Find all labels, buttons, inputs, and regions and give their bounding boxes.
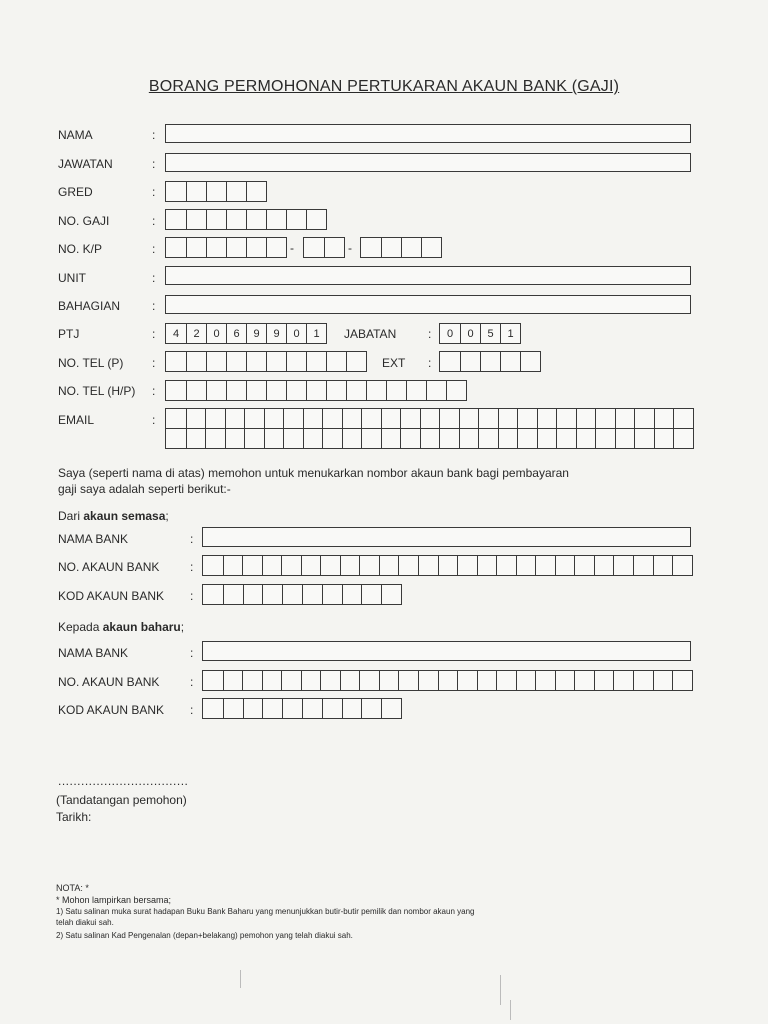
char-cell[interactable]: [595, 429, 615, 448]
char-cell[interactable]: [205, 429, 225, 448]
label-ptj: PTJ: [58, 327, 80, 341]
nama-input[interactable]: [165, 124, 691, 143]
char-cell[interactable]: [477, 556, 497, 575]
char-cell[interactable]: [186, 210, 206, 229]
char-cell[interactable]: [496, 671, 516, 690]
char-cell[interactable]: [223, 556, 243, 575]
no-kp-part2-input[interactable]: [303, 237, 345, 258]
char-cell[interactable]: [226, 210, 246, 229]
char-cell[interactable]: [478, 409, 498, 428]
colon: :: [152, 214, 156, 228]
char-cell[interactable]: [459, 409, 479, 428]
no-tel-hp-input[interactable]: [165, 380, 467, 401]
char-cell[interactable]: [516, 556, 536, 575]
char-cell[interactable]: 4: [172, 328, 180, 340]
char-cell[interactable]: 6: [226, 324, 246, 343]
char-cell[interactable]: [301, 556, 321, 575]
char-cell[interactable]: [322, 409, 342, 428]
char-cell[interactable]: [186, 238, 206, 257]
char-cell[interactable]: [244, 429, 264, 448]
char-cell[interactable]: [264, 409, 284, 428]
char-cell[interactable]: [574, 671, 594, 690]
char-cell[interactable]: 9: [266, 324, 286, 343]
char-cell[interactable]: [576, 409, 596, 428]
char-cell[interactable]: [226, 182, 246, 201]
kp-dash: -: [348, 241, 352, 255]
char-cell[interactable]: [203, 585, 223, 604]
declaration-line2: gaji saya adalah seperti berikut:-: [58, 482, 231, 496]
char-cell[interactable]: [381, 699, 401, 718]
char-cell[interactable]: [480, 352, 500, 371]
char-cell[interactable]: [361, 409, 381, 428]
notes-line0: * Mohon lampirkan bersama;: [56, 895, 172, 905]
char-cell[interactable]: [306, 352, 326, 371]
char-cell[interactable]: [556, 409, 576, 428]
char-cell[interactable]: [226, 381, 246, 400]
char-cell[interactable]: 2: [186, 324, 206, 343]
ext-input[interactable]: [439, 351, 541, 372]
char-cell[interactable]: [672, 671, 692, 690]
colon: :: [428, 327, 432, 341]
char-cell[interactable]: [446, 381, 466, 400]
date-label: Tarikh:: [56, 810, 92, 824]
char-cell[interactable]: [283, 409, 303, 428]
char-cell[interactable]: [359, 556, 379, 575]
char-cell[interactable]: [286, 352, 306, 371]
colon: :: [152, 128, 156, 142]
email-input-row1[interactable]: [165, 408, 694, 429]
colon: :: [152, 242, 156, 256]
unit-input[interactable]: [165, 266, 691, 285]
char-cell[interactable]: [459, 429, 479, 448]
char-cell[interactable]: [203, 671, 223, 690]
char-cell[interactable]: [320, 671, 340, 690]
label-current-kod-akaun: KOD AKAUN BANK: [58, 589, 165, 603]
current-nama-bank-input[interactable]: [202, 527, 691, 547]
jabatan-input[interactable]: [439, 323, 521, 344]
current-account-heading: Dari akaun semasa;: [58, 509, 169, 523]
char-cell[interactable]: [537, 429, 557, 448]
label-no-tel-p: NO. TEL (P): [58, 356, 124, 370]
char-cell[interactable]: 0: [460, 324, 480, 343]
char-cell[interactable]: [498, 409, 518, 428]
char-cell[interactable]: [206, 182, 226, 201]
email-input-row2[interactable]: [165, 428, 694, 449]
char-cell[interactable]: [359, 671, 379, 690]
char-cell[interactable]: [286, 210, 306, 229]
colon: :: [428, 356, 432, 370]
char-cell[interactable]: [398, 556, 418, 575]
char-cell[interactable]: [243, 699, 263, 718]
char-cell[interactable]: [574, 556, 594, 575]
char-cell[interactable]: [266, 210, 286, 229]
char-cell[interactable]: [244, 409, 264, 428]
char-cell[interactable]: 0: [446, 328, 454, 340]
char-cell[interactable]: 0: [206, 324, 226, 343]
char-cell[interactable]: [186, 429, 206, 448]
char-cell[interactable]: [594, 556, 614, 575]
colon: :: [152, 157, 156, 171]
char-cell[interactable]: [266, 238, 286, 257]
char-cell[interactable]: [262, 556, 282, 575]
char-cell[interactable]: 0: [286, 324, 306, 343]
char-cell[interactable]: [264, 429, 284, 448]
char-cell[interactable]: [326, 352, 346, 371]
no-gaji-input[interactable]: [165, 209, 327, 230]
char-cell[interactable]: [346, 352, 366, 371]
char-cell[interactable]: [246, 210, 266, 229]
char-cell[interactable]: [303, 409, 323, 428]
char-cell[interactable]: [306, 210, 326, 229]
char-cell[interactable]: [166, 238, 186, 257]
char-cell[interactable]: [166, 409, 186, 428]
colon: :: [152, 185, 156, 199]
char-cell[interactable]: [166, 352, 186, 371]
char-cell[interactable]: [420, 409, 440, 428]
char-cell[interactable]: [361, 699, 381, 718]
char-cell[interactable]: [206, 381, 226, 400]
char-cell[interactable]: [304, 238, 324, 257]
declaration-line1: Saya (seperti nama di atas) memohon untuk menukarkan nombor akaun bank bagi pembayaran: [58, 466, 569, 480]
char-cell[interactable]: [400, 429, 420, 448]
char-cell[interactable]: [366, 381, 386, 400]
char-cell[interactable]: [615, 429, 635, 448]
notes-line2: 2) Satu salinan Kad Pengenalan (depan+belakang) pemohon yang telah diakui sah.: [56, 931, 353, 940]
label-new-nama-bank: NAMA BANK: [58, 646, 129, 660]
char-cell[interactable]: [262, 699, 282, 718]
char-cell[interactable]: [439, 409, 459, 428]
char-cell[interactable]: [477, 671, 497, 690]
label-no-kp: NO. K/P: [58, 242, 103, 256]
gred-input[interactable]: [165, 181, 267, 202]
char-cell[interactable]: [326, 381, 346, 400]
char-cell[interactable]: [302, 585, 322, 604]
char-cell[interactable]: [520, 352, 540, 371]
char-cell[interactable]: [303, 429, 323, 448]
scan-artifact: [240, 970, 241, 988]
new-no-akaun-input[interactable]: [202, 670, 693, 691]
label-nama: NAMA: [58, 128, 93, 142]
char-cell[interactable]: [340, 671, 360, 690]
char-cell[interactable]: [594, 671, 614, 690]
notes-heading: NOTA: *: [56, 883, 89, 893]
char-cell[interactable]: [401, 238, 421, 257]
char-cell[interactable]: [673, 409, 693, 428]
scan-artifact: [510, 1000, 511, 1020]
current-no-akaun-input[interactable]: [202, 555, 693, 576]
no-kp-part1-input[interactable]: [165, 237, 287, 258]
char-cell[interactable]: [186, 409, 206, 428]
char-cell[interactable]: [203, 556, 223, 575]
char-cell[interactable]: [286, 381, 306, 400]
bahagian-input[interactable]: [165, 295, 691, 314]
char-cell[interactable]: [206, 210, 226, 229]
char-cell[interactable]: [342, 699, 362, 718]
label-jabatan: JABATAN: [344, 327, 397, 341]
char-cell[interactable]: [166, 429, 186, 448]
char-cell[interactable]: [457, 556, 477, 575]
char-cell[interactable]: [535, 671, 555, 690]
char-cell[interactable]: [320, 556, 340, 575]
char-cell[interactable]: [381, 409, 401, 428]
char-cell[interactable]: [342, 429, 362, 448]
char-cell[interactable]: [400, 409, 420, 428]
char-cell[interactable]: [266, 381, 286, 400]
label-current-nama-bank: NAMA BANK: [58, 532, 129, 546]
label-no-tel-hp: NO. TEL (H/P): [58, 384, 136, 398]
char-cell[interactable]: [186, 182, 206, 201]
no-kp-part3-input[interactable]: [360, 237, 442, 258]
char-cell[interactable]: [595, 409, 615, 428]
char-cell[interactable]: [282, 585, 302, 604]
char-cell[interactable]: [206, 238, 226, 257]
char-cell[interactable]: [381, 585, 401, 604]
char-cell[interactable]: [322, 699, 342, 718]
char-cell[interactable]: [340, 556, 360, 575]
colon: :: [190, 646, 194, 660]
char-cell[interactable]: [633, 671, 653, 690]
char-cell[interactable]: [206, 352, 226, 371]
char-cell[interactable]: [322, 585, 342, 604]
char-cell[interactable]: [186, 381, 206, 400]
form-title: BORANG PERMOHONAN PERTUKARAN AKAUN BANK (GAJI): [148, 78, 620, 95]
char-cell[interactable]: [226, 352, 246, 371]
char-cell[interactable]: [654, 429, 674, 448]
signature-label: (Tandatangan pemohon): [56, 793, 187, 807]
colon: :: [152, 271, 156, 285]
char-cell[interactable]: [342, 585, 362, 604]
label-unit: UNIT: [58, 271, 86, 285]
new-nama-bank-input[interactable]: [202, 641, 691, 661]
char-cell[interactable]: [225, 409, 245, 428]
char-cell[interactable]: [653, 671, 673, 690]
label-gred: GRED: [58, 185, 93, 199]
char-cell[interactable]: [457, 671, 477, 690]
char-cell[interactable]: [302, 699, 322, 718]
char-cell[interactable]: [555, 671, 575, 690]
char-cell[interactable]: [517, 409, 537, 428]
colon: :: [152, 384, 156, 398]
char-cell[interactable]: 9: [246, 324, 266, 343]
label-jawatan: JAWATAN: [58, 157, 113, 171]
no-tel-p-input[interactable]: [165, 351, 367, 372]
char-cell[interactable]: [654, 409, 674, 428]
ptj-input[interactable]: [165, 323, 327, 344]
colon: :: [152, 299, 156, 313]
colon: :: [152, 356, 156, 370]
char-cell[interactable]: [421, 238, 441, 257]
char-cell[interactable]: [517, 429, 537, 448]
label-email: EMAIL: [58, 413, 95, 427]
colon: :: [190, 675, 194, 689]
char-cell[interactable]: 5: [480, 324, 500, 343]
char-cell[interactable]: [633, 556, 653, 575]
jawatan-input[interactable]: [165, 153, 691, 172]
char-cell[interactable]: [346, 381, 366, 400]
char-cell[interactable]: [439, 429, 459, 448]
char-cell[interactable]: [516, 671, 536, 690]
char-cell[interactable]: [223, 699, 243, 718]
char-cell[interactable]: [246, 381, 266, 400]
char-cell[interactable]: [496, 556, 516, 575]
char-cell[interactable]: [281, 671, 301, 690]
char-cell[interactable]: [283, 429, 303, 448]
char-cell[interactable]: [381, 429, 401, 448]
char-cell[interactable]: [460, 352, 480, 371]
char-cell[interactable]: [361, 585, 381, 604]
char-cell[interactable]: [281, 556, 301, 575]
char-cell[interactable]: [420, 429, 440, 448]
char-cell[interactable]: [406, 381, 426, 400]
char-cell[interactable]: [379, 556, 399, 575]
char-cell[interactable]: [426, 381, 446, 400]
char-cell[interactable]: [246, 352, 266, 371]
char-cell[interactable]: [379, 671, 399, 690]
colon: :: [190, 532, 194, 546]
scan-artifact: [500, 975, 501, 1005]
char-cell[interactable]: [301, 671, 321, 690]
colon: :: [152, 413, 156, 427]
char-cell[interactable]: [613, 556, 633, 575]
char-cell[interactable]: [266, 352, 286, 371]
char-cell[interactable]: [634, 409, 654, 428]
char-cell[interactable]: [615, 409, 635, 428]
char-cell[interactable]: [361, 429, 381, 448]
current-kod-akaun-input[interactable]: [202, 584, 402, 605]
char-cell[interactable]: [242, 671, 262, 690]
label-new-no-akaun: NO. AKAUN BANK: [58, 675, 160, 689]
char-cell[interactable]: [166, 182, 186, 201]
char-cell[interactable]: 1: [306, 324, 326, 343]
char-cell[interactable]: [576, 429, 596, 448]
char-cell[interactable]: [246, 182, 266, 201]
char-cell[interactable]: [342, 409, 362, 428]
char-cell[interactable]: [242, 556, 262, 575]
char-cell[interactable]: [166, 381, 186, 400]
new-kod-akaun-input[interactable]: [202, 698, 402, 719]
notes-line1a: 1) Satu salinan muka surat hadapan Buku Bank Baharu yang menunjukkan butir-butir pemilik dan nombor akaun yang: [56, 907, 475, 916]
label-ext: EXT: [382, 356, 406, 370]
notes-line1b: telah diakui sah.: [56, 918, 114, 927]
char-cell[interactable]: [418, 671, 438, 690]
colon: :: [190, 560, 194, 574]
char-cell[interactable]: [438, 556, 458, 575]
char-cell[interactable]: [398, 671, 418, 690]
char-cell[interactable]: [418, 556, 438, 575]
char-cell[interactable]: 1: [500, 324, 520, 343]
char-cell[interactable]: [535, 556, 555, 575]
colon: :: [152, 327, 156, 341]
char-cell[interactable]: [440, 352, 460, 371]
char-cell[interactable]: [381, 238, 401, 257]
char-cell[interactable]: [243, 585, 263, 604]
char-cell[interactable]: [322, 429, 342, 448]
char-cell[interactable]: [225, 429, 245, 448]
char-cell[interactable]: [613, 671, 633, 690]
char-cell[interactable]: [262, 671, 282, 690]
colon: :: [190, 703, 194, 717]
char-cell[interactable]: [166, 210, 186, 229]
char-cell[interactable]: [537, 409, 557, 428]
char-cell[interactable]: [500, 352, 520, 371]
char-cell[interactable]: [634, 429, 654, 448]
char-cell[interactable]: [262, 585, 282, 604]
char-cell[interactable]: [672, 556, 692, 575]
char-cell[interactable]: [324, 238, 344, 257]
char-cell[interactable]: [223, 671, 243, 690]
char-cell[interactable]: [653, 556, 673, 575]
char-cell[interactable]: [386, 381, 406, 400]
char-cell[interactable]: [361, 238, 381, 257]
label-current-no-akaun: NO. AKAUN BANK: [58, 560, 160, 574]
char-cell[interactable]: [306, 381, 326, 400]
char-cell[interactable]: [205, 409, 225, 428]
label-new-kod-akaun: KOD AKAUN BANK: [58, 703, 165, 717]
char-cell[interactable]: [226, 238, 246, 257]
char-cell[interactable]: [282, 699, 302, 718]
char-cell[interactable]: [203, 699, 223, 718]
char-cell[interactable]: [556, 429, 576, 448]
label-no-gaji: NO. GAJI: [58, 214, 110, 228]
char-cell[interactable]: [246, 238, 266, 257]
char-cell[interactable]: [438, 671, 458, 690]
char-cell[interactable]: [478, 429, 498, 448]
char-cell[interactable]: [498, 429, 518, 448]
new-account-heading: Kepada akaun baharu;: [58, 620, 185, 634]
char-cell[interactable]: [223, 585, 243, 604]
kp-dash: -: [290, 241, 294, 255]
signature-line: ..................................: [58, 774, 189, 788]
char-cell[interactable]: [186, 352, 206, 371]
char-cell[interactable]: [673, 429, 693, 448]
char-cell[interactable]: [555, 556, 575, 575]
label-bahagian: BAHAGIAN: [58, 299, 121, 313]
colon: :: [190, 589, 194, 603]
